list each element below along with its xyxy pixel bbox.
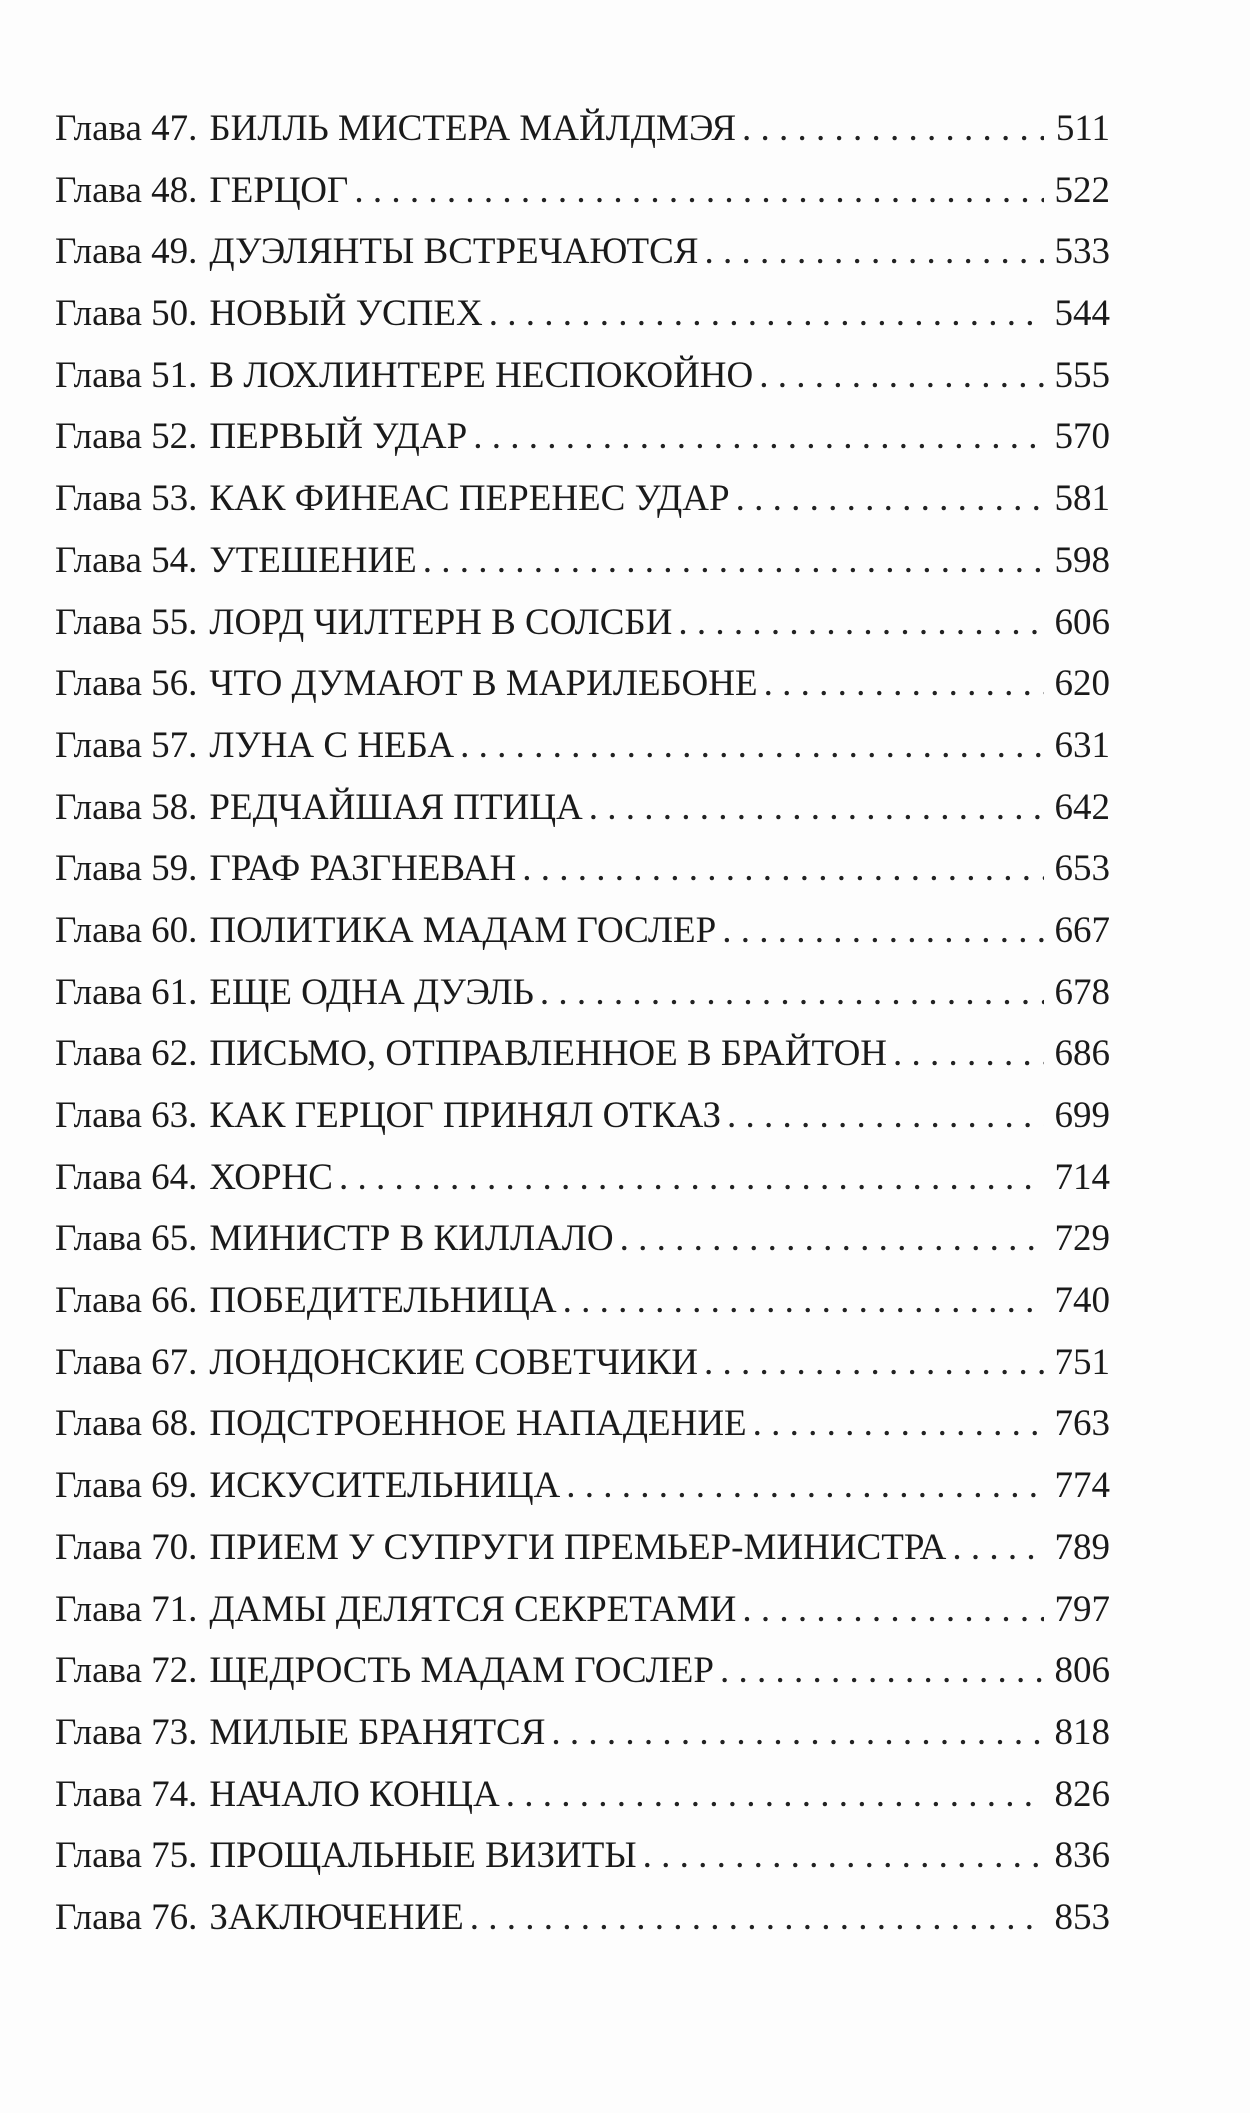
- dot-leader: [589, 777, 1044, 839]
- toc-entry: [55, 1887, 1110, 1949]
- chapter-label: Глава 50.: [55, 293, 198, 335]
- dot-leader: [753, 1393, 1044, 1455]
- page-number: 598: [1054, 539, 1110, 581]
- toc-entry: [55, 406, 1110, 468]
- chapter-title: В ЛОХЛИНТЕРЕ НЕСПОКОЙНО: [209, 354, 754, 396]
- page-number: 522: [1054, 169, 1110, 211]
- toc-entry: [55, 283, 1110, 345]
- page-number: 699: [1054, 1095, 1110, 1136]
- table-of-contents: [55, 98, 1110, 1949]
- toc-entry: [55, 530, 1110, 592]
- toc-entry: [55, 1023, 1110, 1085]
- chapter-title: ЛУНА С НЕБА: [209, 724, 455, 766]
- page-number: 631: [1054, 724, 1110, 766]
- dot-leader: [727, 1085, 1044, 1147]
- chapter-title: ХОРНС: [209, 1156, 333, 1198]
- toc-entry: [55, 345, 1110, 407]
- chapter-title: РЕДЧАЙШАЯ ПТИЦА: [209, 786, 583, 828]
- toc-entry: [55, 160, 1110, 222]
- page-number: 740: [1054, 1280, 1110, 1322]
- dot-leader: [952, 1517, 1044, 1579]
- chapter-title: ДУЭЛЯНТЫ ВСТРЕЧАЮТСЯ: [209, 231, 699, 273]
- toc-entry: [55, 221, 1110, 283]
- chapter-title: МИЛЫЕ БРАНЯТСЯ: [209, 1711, 546, 1753]
- dot-leader: [460, 715, 1044, 777]
- chapter-title: ПИСЬМО, ОТПРАВЛЕННОЕ В БРАЙТОН: [209, 1033, 888, 1075]
- chapter-title: МИНИСТР В КИЛЛАЛО: [209, 1218, 614, 1260]
- chapter-title: ЧТО ДУМАЮТ В МАРИЛЕБОНЕ: [209, 663, 758, 705]
- chapter-label: Глава 54.: [55, 539, 198, 581]
- page-number: 853: [1054, 1896, 1110, 1938]
- page-number: 533: [1054, 231, 1110, 273]
- chapter-title: ПРИЕМ У СУПРУГИ ПРЕМЬЕР-МИНИСТРА: [209, 1526, 947, 1568]
- chapter-label: Глава 58.: [55, 786, 198, 828]
- chapter-label: Глава 49.: [55, 231, 198, 273]
- chapter-title: КАК ФИНЕАС ПЕРЕНЕС УДАР: [209, 478, 730, 520]
- dot-leader: [540, 962, 1044, 1024]
- toc-entry: [55, 1825, 1110, 1887]
- dot-leader: [759, 345, 1044, 407]
- page-number: 620: [1054, 663, 1110, 705]
- page-number: 751: [1054, 1341, 1110, 1383]
- dot-leader: [736, 468, 1044, 530]
- chapter-label: Глава 66.: [55, 1280, 198, 1322]
- page-number: 763: [1054, 1403, 1110, 1445]
- chapter-label: Глава 48.: [55, 169, 198, 211]
- toc-entry: [55, 1517, 1110, 1579]
- toc-entry: [55, 1270, 1110, 1332]
- chapter-label: Глава 55.: [55, 601, 198, 643]
- chapter-label: Глава 53.: [55, 478, 198, 520]
- chapter-label: Глава 52.: [55, 416, 198, 458]
- chapter-label: Глава 65.: [55, 1218, 198, 1260]
- chapter-label: Глава 69.: [55, 1465, 198, 1507]
- chapter-title: ЕЩЕ ОДНА ДУЭЛЬ: [209, 971, 534, 1013]
- chapter-label: Глава 63.: [55, 1095, 198, 1136]
- page-number: 797: [1054, 1588, 1110, 1630]
- page-number: 544: [1054, 293, 1110, 335]
- toc-entry: [55, 715, 1110, 777]
- dot-leader: [489, 283, 1044, 345]
- toc-entry: [55, 1332, 1110, 1394]
- chapter-label: Глава 74.: [55, 1773, 198, 1815]
- dot-leader: [764, 653, 1044, 715]
- chapter-title: ПОЛИТИКА МАДАМ ГОСЛЕР: [209, 909, 717, 951]
- dot-leader: [720, 1640, 1044, 1702]
- dot-leader: [423, 530, 1044, 592]
- page-number: 826: [1054, 1773, 1110, 1815]
- chapter-title: ПОБЕДИТЕЛЬНИЦА: [209, 1280, 557, 1322]
- chapter-title: ИСКУСИТЕЛЬНИЦА: [209, 1465, 561, 1507]
- dot-leader: [551, 1702, 1044, 1764]
- toc-entry: [55, 900, 1110, 962]
- toc-entry: [55, 1702, 1110, 1764]
- toc-entry: [55, 1085, 1110, 1147]
- page-number: 789: [1054, 1526, 1110, 1568]
- chapter-label: Глава 64.: [55, 1156, 198, 1198]
- chapter-title: ПРОЩАЛЬНЫЕ ВИЗИТЫ: [209, 1835, 637, 1877]
- toc-entry: [55, 592, 1110, 654]
- toc-entry: [55, 777, 1110, 839]
- dot-leader: [704, 1332, 1044, 1394]
- dot-leader: [566, 1455, 1044, 1517]
- toc-entry: [55, 1579, 1110, 1641]
- chapter-label: Глава 62.: [55, 1033, 198, 1075]
- chapter-title: ЛОНДОНСКИЕ СОВЕТЧИКИ: [209, 1341, 698, 1383]
- page-number: 836: [1054, 1835, 1110, 1877]
- dot-leader: [643, 1825, 1044, 1887]
- dot-leader: [742, 98, 1044, 160]
- chapter-title: ЩЕДРОСТЬ МАДАМ ГОСЛЕР: [209, 1650, 714, 1692]
- chapter-label: Глава 51.: [55, 354, 198, 396]
- page-number: 729: [1054, 1218, 1110, 1260]
- chapter-label: Глава 70.: [55, 1526, 198, 1568]
- dot-leader: [893, 1023, 1044, 1085]
- toc-entry: [55, 653, 1110, 715]
- page-number: 774: [1054, 1465, 1110, 1507]
- chapter-label: Глава 61.: [55, 971, 198, 1013]
- chapter-title: УТЕШЕНИЕ: [209, 539, 417, 581]
- page-number: 642: [1054, 786, 1110, 828]
- dot-leader: [563, 1270, 1044, 1332]
- toc-entry: [55, 1764, 1110, 1826]
- page-number: 581: [1054, 478, 1110, 520]
- page-number: 606: [1054, 601, 1110, 643]
- toc-entry: [55, 838, 1110, 900]
- page-number: 678: [1054, 971, 1110, 1013]
- chapter-title: ЗАКЛЮЧЕНИЕ: [209, 1896, 464, 1938]
- dot-leader: [678, 592, 1044, 654]
- dot-leader: [704, 221, 1044, 283]
- chapter-label: Глава 75.: [55, 1835, 198, 1877]
- page-number: 511: [1055, 108, 1110, 149]
- dot-leader: [722, 900, 1044, 962]
- chapter-label: Глава 56.: [55, 663, 198, 705]
- dot-leader: [339, 1147, 1044, 1209]
- chapter-title: ГЕРЦОГ: [209, 169, 349, 211]
- page-number: 667: [1054, 909, 1110, 951]
- chapter-title: ГРАФ РАЗГНЕВАН: [209, 848, 517, 890]
- chapter-title: ДАМЫ ДЕЛЯТСЯ СЕКРЕТАМИ: [209, 1588, 737, 1630]
- dot-leader: [506, 1764, 1044, 1826]
- toc-entry: [55, 1208, 1110, 1270]
- toc-entry: [55, 1640, 1110, 1702]
- chapter-label: Глава 47.: [55, 108, 198, 149]
- chapter-title: КАК ГЕРЦОГ ПРИНЯЛ ОТКАЗ: [209, 1095, 721, 1136]
- chapter-label: Глава 60.: [55, 909, 198, 951]
- dot-leader: [522, 838, 1044, 900]
- page-number: 806: [1054, 1650, 1110, 1692]
- page-number: 570: [1054, 416, 1110, 458]
- dot-leader: [620, 1208, 1044, 1270]
- chapter-label: Глава 67.: [55, 1341, 198, 1383]
- page-number: 555: [1054, 354, 1110, 396]
- dot-leader: [473, 406, 1044, 468]
- toc-entry: [55, 1455, 1110, 1517]
- chapter-label: Глава 57.: [55, 724, 198, 766]
- chapter-title: ПЕРВЫЙ УДАР: [209, 416, 468, 458]
- dot-leader: [354, 160, 1044, 222]
- dot-leader: [742, 1579, 1044, 1641]
- page-number: 818: [1054, 1711, 1110, 1753]
- chapter-label: Глава 72.: [55, 1650, 198, 1692]
- toc-entry: [55, 468, 1110, 530]
- toc-entry: [55, 98, 1110, 160]
- chapter-label: Глава 71.: [55, 1588, 198, 1630]
- chapter-label: Глава 68.: [55, 1403, 198, 1445]
- page-number: 653: [1054, 848, 1110, 890]
- toc-entry: [55, 1393, 1110, 1455]
- chapter-title: БИЛЛЬ МИСТЕРА МАЙЛДМЭЯ: [209, 108, 737, 149]
- chapter-label: Глава 73.: [55, 1711, 198, 1753]
- toc-entry: [55, 1147, 1110, 1209]
- page-number: 686: [1054, 1033, 1110, 1075]
- chapter-title: ЛОРД ЧИЛТЕРН В СОЛСБИ: [209, 601, 673, 643]
- toc-entry: [55, 962, 1110, 1024]
- chapter-label: Глава 59.: [55, 848, 198, 890]
- chapter-title: НОВЫЙ УСПЕХ: [209, 293, 483, 335]
- dot-leader: [470, 1887, 1044, 1949]
- chapter-title: ПОДСТРОЕННОЕ НАПАДЕНИЕ: [209, 1403, 747, 1445]
- page-number: 714: [1054, 1156, 1110, 1198]
- chapter-title: НАЧАЛО КОНЦА: [209, 1773, 500, 1815]
- chapter-label: Глава 76.: [55, 1896, 198, 1938]
